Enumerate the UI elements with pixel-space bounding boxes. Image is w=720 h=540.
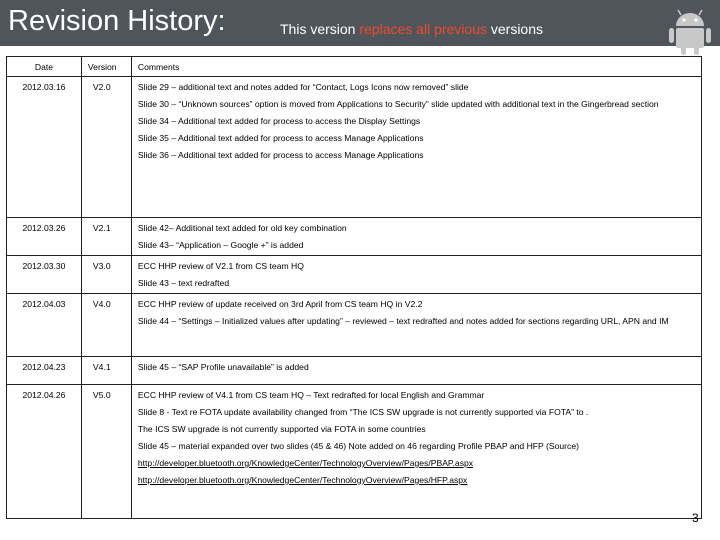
slide-title: Revision History:: [8, 5, 226, 37]
comment-line: [138, 458, 695, 469]
comment-line: Slide 34 – Additional text added for process to access the Display Settings: [137, 116, 421, 126]
hfp-link[interactable]: http://developer.bluetooth.org/KnowledgeCenter/TechnologyOverview/Pages/HFP.aspx: [137, 475, 468, 485]
table-row: [7, 77, 702, 218]
row-comments: [131, 218, 701, 256]
header-comments: Comments: [131, 57, 701, 77]
row-comments: [131, 294, 701, 357]
comment-line: Slide 29 – additional text and notes added for “Contact, Logs Icons now removed” slide: [137, 82, 469, 92]
table-row: [7, 357, 702, 385]
revision-table: [6, 56, 702, 519]
subtitle-post: versions: [490, 21, 544, 37]
row-version: V4.0: [81, 294, 131, 357]
table-row: [7, 294, 702, 357]
row-date: 2012.04.03: [7, 294, 82, 357]
comment-line: [138, 475, 695, 486]
comment-line: The ICS SW upgrade is not currently supported via FOTA in some countries: [137, 424, 426, 434]
row-comments: [131, 357, 701, 385]
slide-header: [0, 0, 720, 46]
comment-line: Slide 44 – “Settings – Initialized values after updating” – reviewed – text redrafted and notes added for sections regarding URL, APN and IM: [137, 316, 669, 326]
row-date: 2012.04.23: [7, 357, 82, 385]
comment-line: Slide 43 – text redrafted: [137, 278, 230, 288]
header-date: Date: [7, 57, 82, 77]
subtitle-highlight: replaces all previous: [359, 21, 487, 37]
row-comments: [131, 77, 701, 218]
slide-subtitle: [280, 21, 543, 37]
row-version: V2.0: [81, 77, 131, 218]
comment-line: ECC HHP review of update received on 3rd April from CS team HQ in V2.2: [137, 299, 423, 309]
table-row: [7, 218, 702, 256]
comment-line: ECC HHP review of V4.1 from CS team HQ – Text redrafted for local English and Grammar: [137, 390, 485, 400]
comment-line: Slide 43– “Application – Google +” is added: [137, 240, 304, 250]
comment-line: Slide 30 – “Unknown sources” option is moved from Applications to Security” slide updated with additional text in the Gingerbread section: [137, 99, 659, 109]
comment-line: Slide 36 – Additional text added for process to access Manage Applications: [137, 150, 424, 160]
row-date: 2012.04.26: [7, 385, 82, 519]
row-date: 2012.03.30: [7, 256, 82, 294]
row-version: V4.1: [81, 357, 131, 385]
row-date: 2012.03.16: [7, 77, 82, 218]
page-number: 3: [692, 511, 699, 525]
comment-line: Slide 8 - Text re FOTA update availability changed from “The ICS SW upgrade is not currently supported via FOTA” to .: [137, 407, 589, 417]
row-version: V3.0: [81, 256, 131, 294]
comment-line: Slide 35 – Additional text added for process to access Manage Applications: [137, 133, 424, 143]
row-comments: [131, 256, 701, 294]
pbap-link[interactable]: http://developer.bluetooth.org/KnowledgeCenter/TechnologyOverview/Pages/PBAP.aspx: [137, 458, 474, 468]
table-row: [7, 256, 702, 294]
android-robot-icon: [664, 4, 716, 56]
row-comments: [131, 385, 701, 519]
row-date: 2012.03.26: [7, 218, 82, 256]
table-header-row: [7, 57, 702, 77]
table-row: [7, 385, 702, 519]
header-version: Version: [81, 57, 131, 77]
subtitle-pre: This version: [280, 21, 356, 37]
comment-line: Slide 45 – material expanded over two slides (45 & 46) Note added on 46 regarding Profile PBAP and HFP (Source): [137, 441, 579, 451]
comment-line: Slide 42– Additional text added for old key combination: [137, 223, 347, 233]
row-version: V5.0: [81, 385, 131, 519]
comment-line: ECC HHP review of V2.1 from CS team HQ: [137, 261, 304, 271]
comment-line: Slide 45 – “SAP Profile unavailable” is added: [137, 362, 309, 372]
row-version: V2.1: [81, 218, 131, 256]
